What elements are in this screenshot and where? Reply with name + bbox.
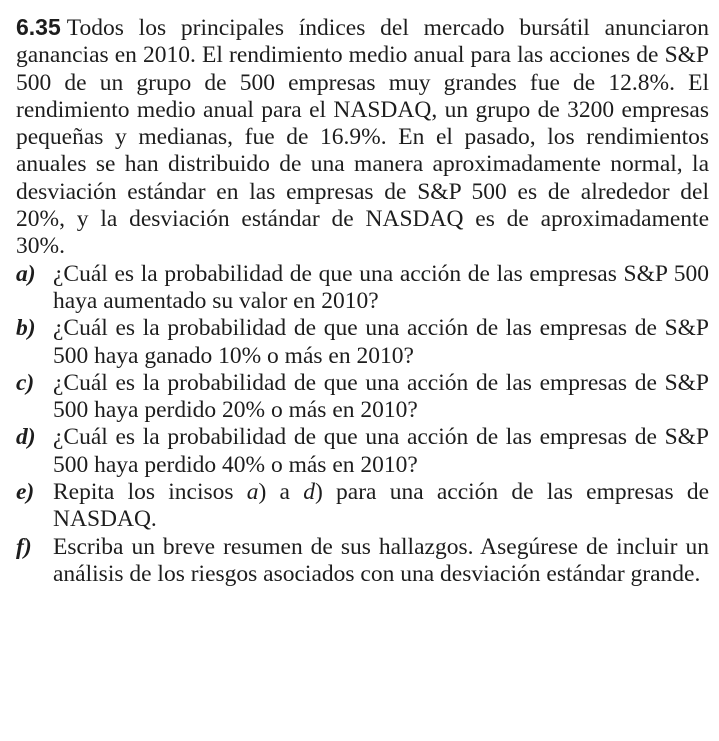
question-c-label: c) [16, 369, 35, 396]
problem-intro-text: Todos los principales índices del mercado bursátil anunciaron ganancias en 2010. El rendimiento medio anual para las acciones de S&P 500 de un grupo de 500 empresas muy grandes fue de 12.8%. El rendimiento medio anual para el NASDAQ, un grupo de 3200 empresas pequeñas y medianas, fue de 16.9%. En el pasado, los rendimientos anuales se han distribuido de una manera aproximadamente normal, la desviación estándar en las empresas de S&P 500 es de alrededor del 20%, y la desviación estándar de NASDAQ es de aproximadamente 30%. [16, 15, 709, 260]
question-e-ref-second: d [303, 479, 315, 506]
question-b [16, 315, 709, 370]
problem-statement [16, 14, 709, 261]
question-e-text-before: Repita los incisos [53, 479, 247, 506]
question-f [16, 534, 709, 589]
question-b-text: ¿Cuál es la probabilidad de que una acción de las empresas de S&P 500 haya ganado 10% o más en 2010? [53, 315, 709, 369]
question-e-text-middle: ) a [258, 479, 304, 506]
question-f-text: Escriba un breve resumen de sus hallazgos. Asegúrese de incluir un análisis de los riesgos asociados con una desviación estándar grande. [53, 533, 709, 587]
question-e-ref-first: a [246, 479, 259, 506]
question-d-label: d) [16, 424, 36, 451]
question-a-label: a) [16, 260, 36, 287]
question-e-label: e) [16, 479, 35, 506]
question-c [16, 370, 709, 425]
question-a [16, 261, 709, 316]
question-c-text: ¿Cuál es la probabilidad de que una acción de las empresas de S&P 500 haya perdido 20% o más en 2010? [53, 369, 709, 424]
exercise-block [16, 14, 709, 588]
question-e [16, 479, 709, 534]
question-e-text [53, 479, 709, 534]
question-e-text-after: ) para una acción de las empresas de NASDAQ. [53, 479, 709, 533]
question-b-label: b) [16, 315, 36, 342]
question-f-label: f) [16, 533, 32, 560]
question-a-text: ¿Cuál es la probabilidad de que una acción de las empresas S&P 500 haya aumentado su valor en 2010? [53, 260, 709, 314]
question-d-text: ¿Cuál es la probabilidad de que una acción de las empresas de S&P 500 haya perdido 40% o más en 2010? [53, 424, 709, 478]
problem-number: 6.35 [16, 14, 61, 40]
question-d [16, 424, 709, 479]
question-list [16, 261, 709, 589]
